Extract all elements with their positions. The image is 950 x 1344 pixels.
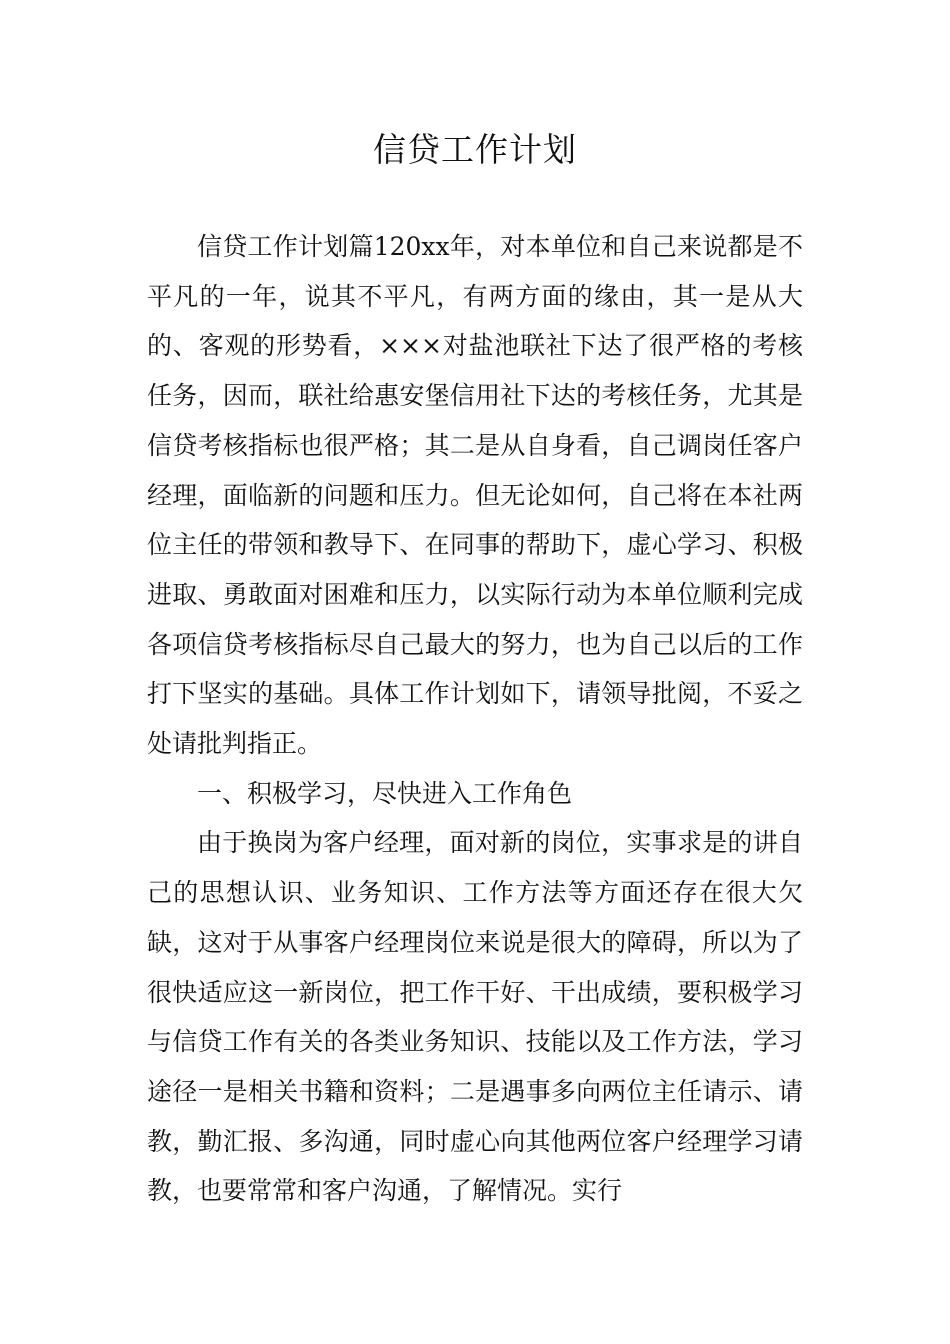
document-title: 信贷工作计划: [373, 130, 577, 169]
section-heading-1: 一、积极学习，尽快进入工作角色: [197, 778, 573, 808]
paragraph-section-1: 由于换岗为客户经理，面对新的岗位，实事求是的讲自己的思想认识、业务知识、工作方法等方面还存在很大欠缺，这对于从事客户经理岗位来说是很大的障碍，所以为了很快适应这一新岗位，把工作干好、干出成绩，要积极学习与信贷工作有关的各类业务知识、技能以及工作方法，学习途径一是相关书籍和资料；二是遇事多向两位主任请示、请教，勤汇报、多沟通，同时虚心向其他两位客户经理学习请教，也要常常和客户沟通，了解情况。实行: [147, 828, 803, 1206]
paragraph-intro: 信贷工作计划篇120xx年，对本单位和自己来说都是不平凡的一年，说其不平凡，有两方面的缘由，其一是从大的、客观的形势看，×××对盐池联社下达了很严格的考核任务，因而，联社给惠安堡信用社下达的考核任务，尤其是信贷考核指标也很严格；其二是从自身看，自己调岗任客户经理，面临新的问题和压力。但无论如何，自己将在本社两位主任的带领和教导下、在同事的帮助下，虚心学习、积极进取、勇敢面对困难和压力，以实际行动为本单位顺利完成各项信贷考核指标尽自己最大的努力，也为自己以后的工作打下坚实的基础。具体工作计划如下，请领导批阅，不妥之处请批判指正。: [147, 232, 803, 759]
document-body: [147, 222, 803, 1216]
